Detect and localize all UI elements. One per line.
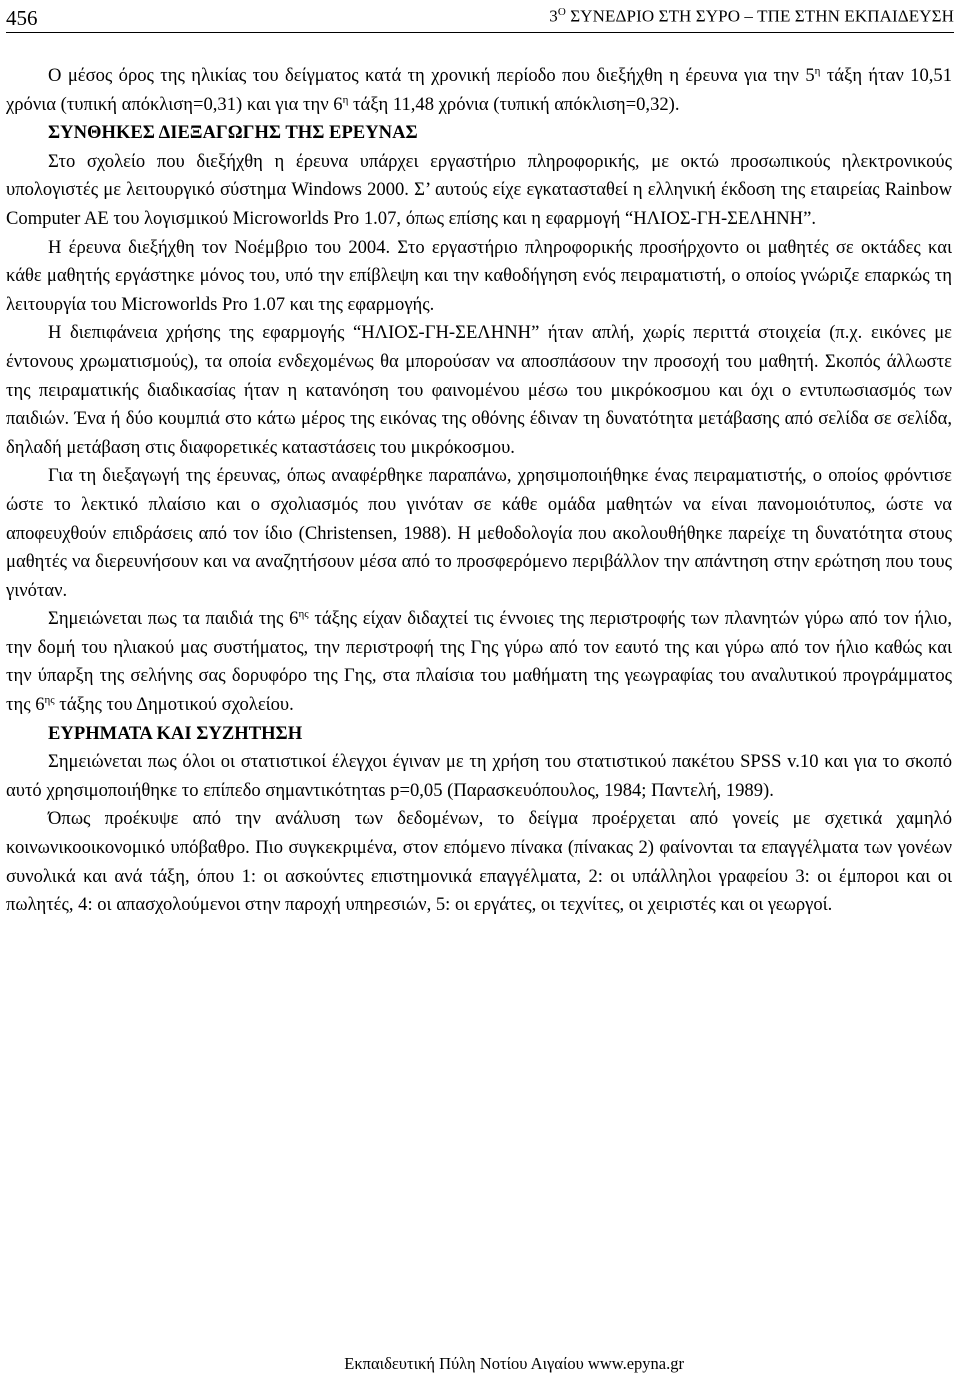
- paragraph-interface: Η διεπιφάνεια χρήσης της εφαρμογής “ΗΛΙΟΣ-ΓΗ-ΣΕΛΗΝΗ” ήταν απλή, χωρίς περιττά στοιχεία (π.χ. εικόνες με έντονους χρωματισμούς), τα οποία ενδεχομένως θα μπορούσαν να αποσπάσουν την προσοχή του μαθητή. Σκοπός άλλωστε της πειραματικής διαδικασίας ήταν η κατανόηση του φαινομένου μέσω του μικρόκοσμου και όχι ο εντυπωσιασμός των παιδιών. Ένα ή δύο κουμπιά στο κάτω μέρος της εικόνας της οθόνης έδιναν τη δυνατότητα μετάβασης από σελίδα σε σελίδα, δηλαδή μετάβαση στις διαφορετικές καταστάσεις του μικρόκοσμου.: [6, 322, 952, 458]
- section-heading-findings: ΕΥΡΗΜΑΤΑ ΚΑΙ ΣΥΖΗΤΗΣΗ: [48, 722, 303, 744]
- page-header: [6, 0, 954, 33]
- body-text: [6, 62, 952, 920]
- paragraph-procedure: Η έρευνα διεξήχθη τον Νοέμβριο του 2004. Στο εργαστήριο πληροφορικής προσήρχοντο οι μαθητές σε οκτάδες και κάθε μαθητής εργάστηκε μόνος του, υπό την επίβλεψη και την καθοδήγηση ενός πειραματιστή, ο οποίος γνώριζε επαρκώς τη λειτουργία του Microworlds Pro 1.07 και της εφαρμογής.: [6, 236, 952, 315]
- footer-text: Εκπαιδευτική Πύλη Νοτίου Αιγαίου www.epyna.gr: [344, 1354, 684, 1373]
- paragraph-statistics: Σημειώνεται πως όλοι οι στατιστικοί έλεγχοι έγιναν με τη χρήση του στατιστικού πακέτου SPSS v.10 και για το σκοπό αυτό χρησιμοποιήθηκε το επίπεδο σημαντικότηταs p=0,05 (Παρασκευόπουλος, 1984; Παντελή, 1989).: [6, 751, 952, 801]
- page-footer: [0, 1354, 960, 1374]
- paragraph-experimenter: Για τη διεξαγωγή της έρευνας, όπως αναφέρθηκε παραπάνω, χρησιμοποιήθηκε ένας πειραματιστής, ο οποίος φρόντισε ώστε το λεκτικό πλαίσιο και ο σχολιασμός που γινόταν σε κάθε ομάδα μαθητών να είναι πανομοιότυπος, ώστε να αποφευχθούν επιδράσεις από τον ίδιο (Christensen, 1988). Η μεθοδολογία που ακολουθήθηκε παρείχε τη δυνατότητα στους μαθητές να διερευνήσουν και να αναζητήσουν μέσα από το προσφερόμενο περιβάλλον την απάντηση στην ερώτηση που τους γινόταν.: [6, 465, 952, 601]
- paragraph-parents: Όπως προέκυψε από την ανάλυση των δεδομένων, το δείγμα προέρχεται από γονείς με σχετικά χαμηλό κοινωνικοοικονομικό υπόβαθρο. Πιο συγκεκριμένα, στον επόμενο πίνακα (πίνακας 2) φαίνονται τα επαγγέλματα των γονέων συνολικά και ανά τάξη, όπου 1: οι ασκούντες επιστημονικά επαγγέλματα, 2: οι υπάλληλοι γραφείου 3: οι έμποροι και οι πωλητές, 4: οι απασχολούμενοι στην παροχή υπηρεσιών, 5: οι εργάτες, οι τεχνίτες, οι χειριστές και οι γεωργοί.: [6, 808, 952, 916]
- section-heading-conditions: ΣΥΝΘΗΚΕΣ ΔΙΕΞΑΓΩΓΗΣ ΤΗΣ ΕΡΕΥΝΑΣ: [48, 122, 418, 144]
- page-number: 456: [6, 6, 38, 30]
- paragraph-age: Ο μέσος όρος της ηλικίας του δείγματος κατά τη χρονική περίοδο που διεξήχθη η έρευνα για την $5^\eta$ τάξη ήταν 10,51 χρόνια (τυπική απόκλιση=0,31) και για την $6^\eta$ τάξη 11,48 χρόνια (τυπική απόκλιση=0,32).: [6, 64, 953, 115]
- paragraph-lab: Στο σχολείο που διεξήχθη η έρευνα υπάρχει εργαστήριο πληροφορικής, με οκτώ προσωπικούς ηλεκτρονικούς υπολογιστές με λειτουργικό σύστημα Windows 2000. Σ’ αυτούς είχε εγκατασταθεί η ελληνική έκδοση της εταιρείας Rainbow Computer AE του λογισμικού Microworlds Pro 1.07, όπως επίσης και η εφαρμογή “ΗΛΙΟΣ-ΓΗ-ΣΕΛΗΝΗ”.: [6, 150, 952, 229]
- running-header: $3^O$ ΣΥΝΕΔΡΙΟ ΣΤΗ ΣΥΡΟ – ΤΠΕ ΣΤΗΝ ΕΚΠΑΙΔΕΥΣΗ: [549, 6, 954, 26]
- paragraph-prior-knowledge: Σημειώνεται πως τα παιδιά της $6^{\eta\varsigma}$ τάξης είχαν διδαχτεί τις έννοιες της περιστροφής των πλανητών γύρω από τον ήλιο, την δομή του ηλιακού μας συστήματος, την περιστροφή της Γης γύρω από τον εαυτό της και γύρω από τον ήλιο καθώς και την ύπαρξη της σελήνης σας δορυφόρο της Γης, στα πλαίσια του μαθήματη της γεωγραφίας του αναλυτικού προγράμματος της $6^{\eta\varsigma}$ τάξης του Δημοτικού σχολείου.: [6, 608, 952, 716]
